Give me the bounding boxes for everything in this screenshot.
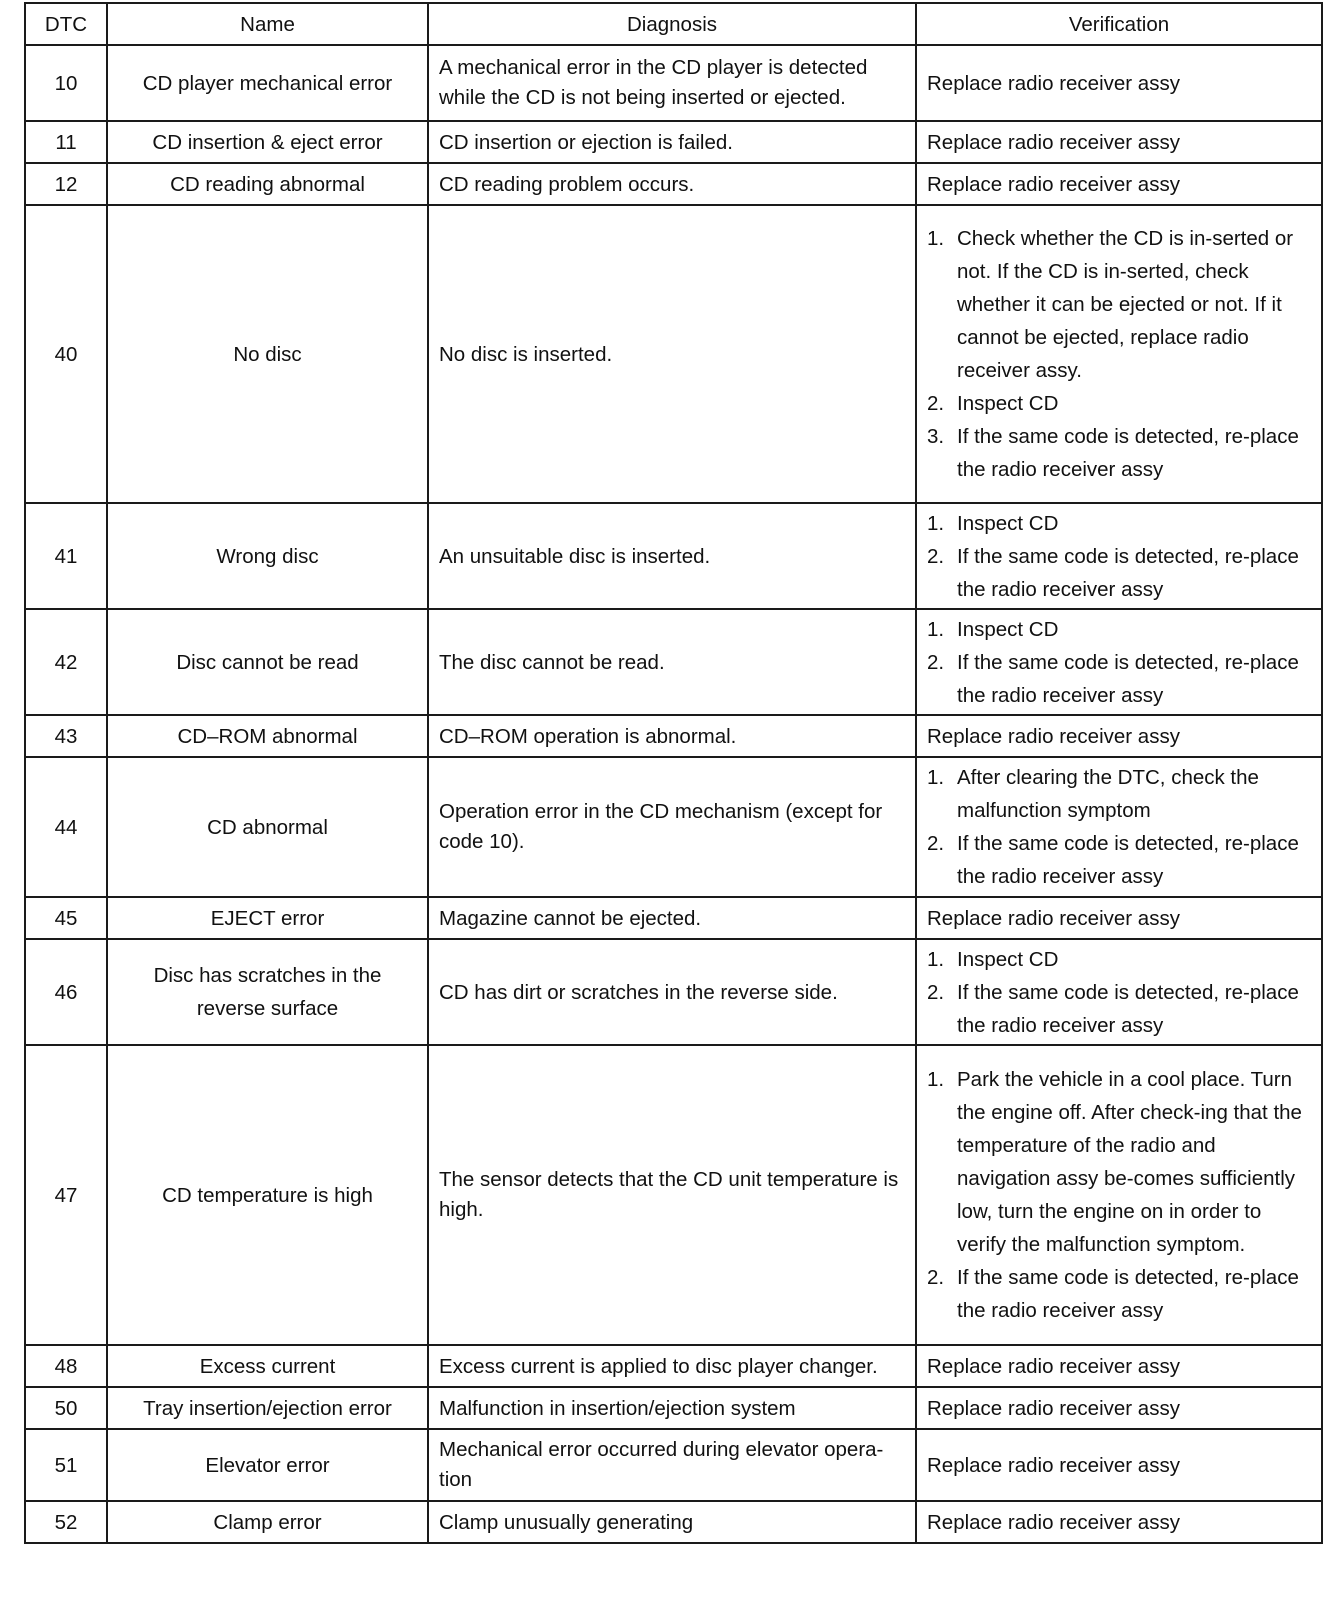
- dtc-diagnosis: No disc is inserted.: [428, 205, 916, 503]
- step-item: 2. If the same code is detected, re-place the radio receiver assy: [927, 832, 1299, 888]
- dtc-verification: Replace radio receiver assy: [916, 121, 1322, 163]
- dtc-code: 40: [25, 205, 107, 503]
- dtc-name: Tray insertion/ejection error: [107, 1387, 428, 1429]
- dtc-code: 45: [25, 897, 107, 939]
- dtc-name: CD player mechanical error: [107, 45, 428, 121]
- verification-steps: [927, 943, 1311, 1042]
- dtc-diagnosis: Operation error in the CD mechanism (except for code 10).: [428, 757, 916, 897]
- step-item: 2. Inspect CD: [927, 392, 1059, 415]
- dtc-verification: Replace radio receiver assy: [916, 1387, 1322, 1429]
- table-row: [25, 1501, 1322, 1543]
- dtc-diagnosis: Magazine cannot be ejected.: [428, 897, 916, 939]
- dtc-table: [24, 2, 1323, 1544]
- step-item: 2. If the same code is detected, re-place the radio receiver assy: [927, 544, 1299, 601]
- table-row: [25, 715, 1322, 757]
- verification-steps: [927, 222, 1311, 486]
- dtc-diagnosis: An unsuitable disc is inserted.: [428, 503, 916, 609]
- header-dtc: DTC: [25, 3, 107, 45]
- dtc-code: 46: [25, 939, 107, 1045]
- dtc-name: Disc cannot be read: [107, 609, 428, 715]
- verification-steps: [927, 613, 1311, 712]
- dtc-code: 43: [25, 715, 107, 757]
- dtc-verification: Replace radio receiver assy: [916, 1501, 1322, 1543]
- step-item: 3. If the same code is detected, re-place the radio receiver assy: [927, 425, 1299, 481]
- dtc-diagnosis: Clamp unusually generating: [428, 1501, 916, 1543]
- header-row: [25, 3, 1322, 45]
- dtc-verification: Replace radio receiver assy: [916, 1429, 1322, 1501]
- table-row: [25, 1045, 1322, 1345]
- dtc-name: Wrong disc: [107, 503, 428, 609]
- dtc-code: 11: [25, 121, 107, 163]
- dtc-verification: [916, 609, 1322, 715]
- table-row: [25, 757, 1322, 897]
- table-row: [25, 121, 1322, 163]
- dtc-code: 41: [25, 503, 107, 609]
- dtc-verification: Replace radio receiver assy: [916, 1345, 1322, 1387]
- dtc-diagnosis: A mechanical error in the CD player is detected while the CD is not being inserted or ejected.: [428, 45, 916, 121]
- dtc-diagnosis: Excess current is applied to disc player changer.: [428, 1345, 916, 1387]
- dtc-code: 50: [25, 1387, 107, 1429]
- dtc-name: CD abnormal: [107, 757, 428, 897]
- step-item: 1. Check whether the CD is in-serted or not. If the CD is in-serted, check whether it can be ejected or not. If it cannot be ejected, replace radio receiver assy.: [927, 227, 1294, 382]
- dtc-name: CD reading abnormal: [107, 163, 428, 205]
- dtc-name: Disc has scratches in the reverse surface: [107, 939, 428, 1045]
- table-row: [25, 45, 1322, 121]
- header-verification: Verification: [916, 3, 1322, 45]
- table-row: [25, 503, 1322, 609]
- dtc-code: 10: [25, 45, 107, 121]
- dtc-name: No disc: [107, 205, 428, 503]
- dtc-name: Clamp error: [107, 1501, 428, 1543]
- dtc-name: Elevator error: [107, 1429, 428, 1501]
- header-diagnosis: Diagnosis: [428, 3, 916, 45]
- step-item: 2. If the same code is detected, re-place the radio receiver assy: [927, 650, 1299, 707]
- verification-steps: [927, 1063, 1311, 1327]
- step-item: 1. Inspect CD: [927, 617, 1059, 641]
- step-item: 2. If the same code is detected, re-place the radio receiver assy: [927, 1266, 1299, 1322]
- table-row: [25, 1345, 1322, 1387]
- dtc-diagnosis: CD insertion or ejection is failed.: [428, 121, 916, 163]
- dtc-diagnosis: CD reading problem occurs.: [428, 163, 916, 205]
- dtc-name: Excess current: [107, 1345, 428, 1387]
- dtc-name: CD temperature is high: [107, 1045, 428, 1345]
- header-name: Name: [107, 3, 428, 45]
- table-row: [25, 609, 1322, 715]
- dtc-name: EJECT error: [107, 897, 428, 939]
- step-item: 1. Inspect CD: [927, 947, 1059, 971]
- dtc-diagnosis: Malfunction in insertion/ejection system: [428, 1387, 916, 1429]
- table-row: [25, 1429, 1322, 1501]
- dtc-verification: [916, 1045, 1322, 1345]
- step-item: 1. After clearing the DTC, check the malfunction symptom: [927, 766, 1259, 822]
- table-row: [25, 1387, 1322, 1429]
- dtc-verification: [916, 939, 1322, 1045]
- dtc-code: 48: [25, 1345, 107, 1387]
- dtc-verification: [916, 205, 1322, 503]
- dtc-code: 51: [25, 1429, 107, 1501]
- dtc-verification: Replace radio receiver assy: [916, 45, 1322, 121]
- dtc-name: CD insertion & eject error: [107, 121, 428, 163]
- dtc-diagnosis: CD has dirt or scratches in the reverse side.: [428, 939, 916, 1045]
- dtc-verification: Replace radio receiver assy: [916, 715, 1322, 757]
- table-row: [25, 163, 1322, 205]
- dtc-verification: Replace radio receiver assy: [916, 897, 1322, 939]
- table-row: [25, 939, 1322, 1045]
- dtc-code: 12: [25, 163, 107, 205]
- dtc-diagnosis: Mechanical error occurred during elevator opera-tion: [428, 1429, 916, 1501]
- dtc-code: 52: [25, 1501, 107, 1543]
- step-item: 2. If the same code is detected, re-place the radio receiver assy: [927, 980, 1299, 1037]
- dtc-diagnosis: The disc cannot be read.: [428, 609, 916, 715]
- dtc-diagnosis: CD–ROM operation is abnormal.: [428, 715, 916, 757]
- dtc-verification: [916, 503, 1322, 609]
- dtc-verification: [916, 757, 1322, 897]
- dtc-diagnosis: The sensor detects that the CD unit temperature is high.: [428, 1045, 916, 1345]
- step-item: 1. Park the vehicle in a cool place. Turn the engine off. After check-ing that the temperature of the radio and navigation assy be-comes sufficiently low, turn the engine on in order to verify the malfunction symptom.: [927, 1068, 1302, 1256]
- dtc-verification: Replace radio receiver assy: [916, 163, 1322, 205]
- dtc-code: 42: [25, 609, 107, 715]
- dtc-name: CD–ROM abnormal: [107, 715, 428, 757]
- verification-steps: [927, 507, 1311, 606]
- table-row: [25, 897, 1322, 939]
- table-row: [25, 205, 1322, 503]
- step-item: 1. Inspect CD: [927, 511, 1059, 535]
- dtc-code: 44: [25, 757, 107, 897]
- dtc-code: 47: [25, 1045, 107, 1345]
- verification-steps: [927, 761, 1311, 893]
